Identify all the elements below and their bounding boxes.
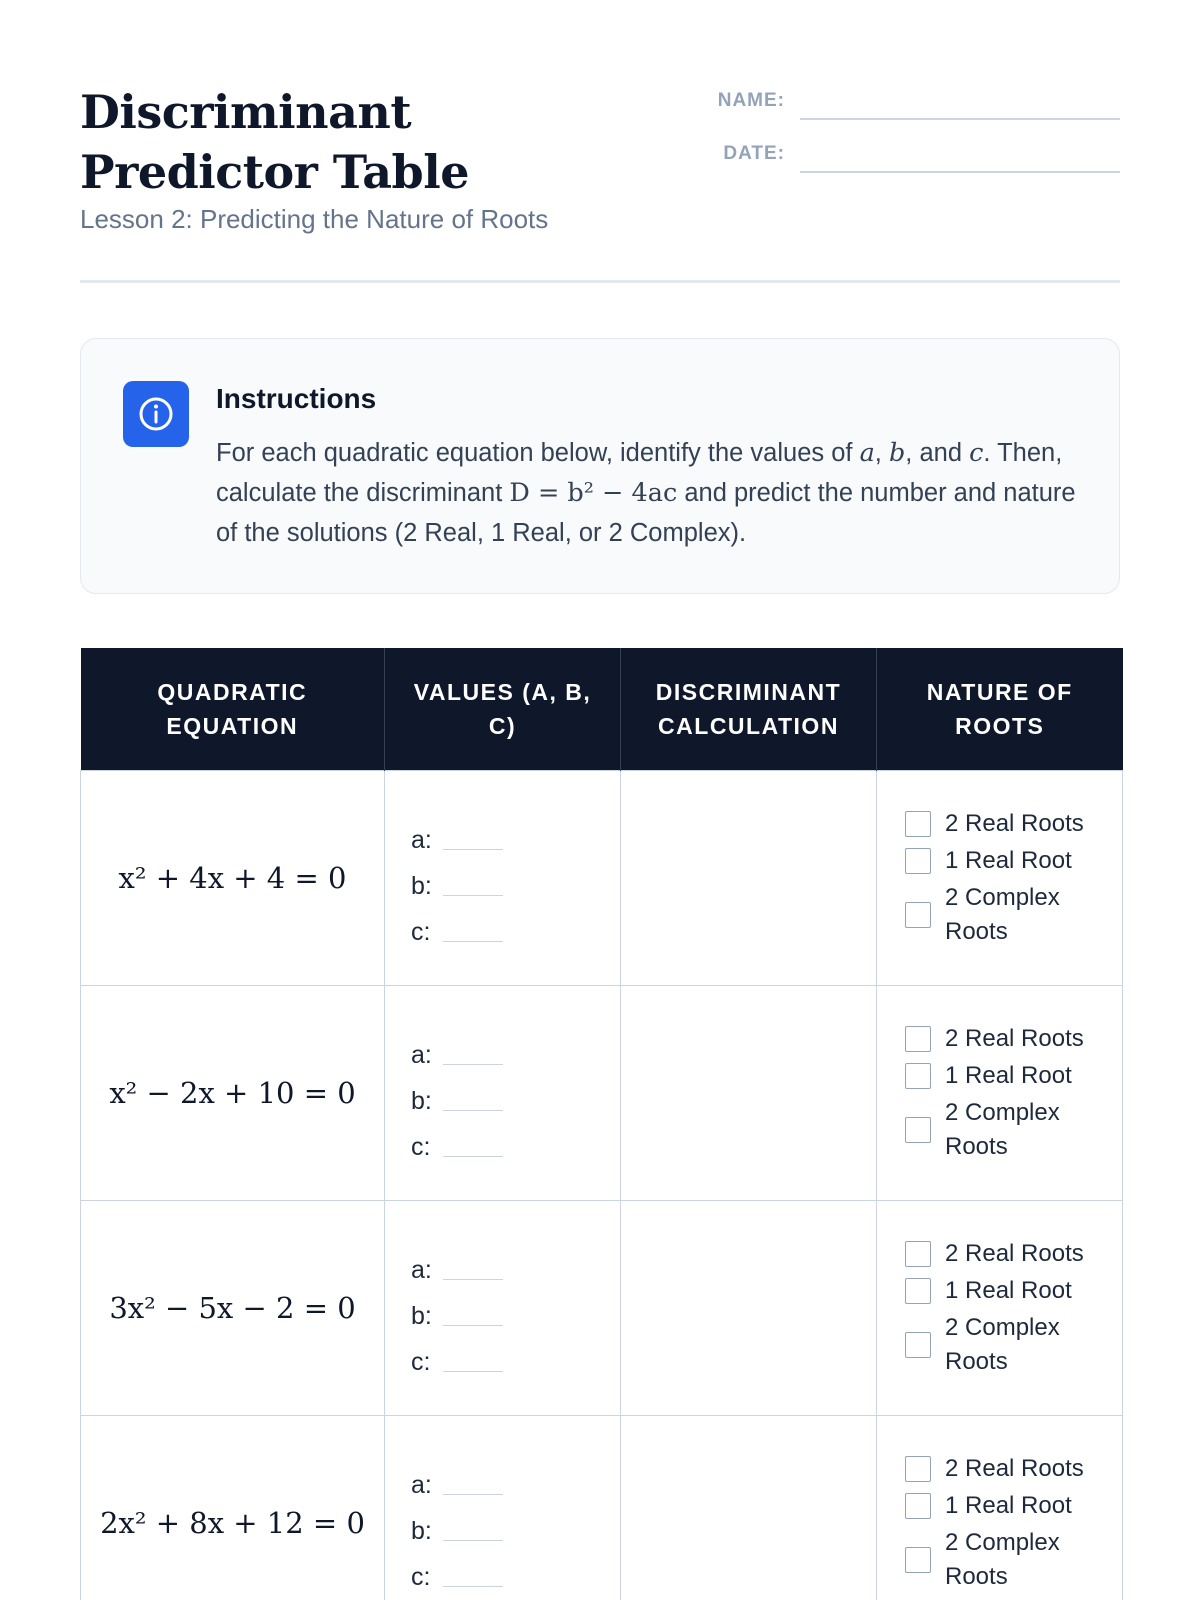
name-field[interactable] (700, 82, 1120, 122)
value-a-line[interactable] (411, 1024, 620, 1070)
value-a-line[interactable] (411, 1239, 620, 1285)
value-a-blank[interactable] (443, 1494, 503, 1495)
value-b-blank[interactable] (443, 1110, 503, 1111)
column-header-nature: NATURE OF ROOTS (877, 648, 1123, 770)
checkbox[interactable] (905, 902, 931, 928)
option-two-complex[interactable]: 2 Complex Roots (905, 1096, 1122, 1164)
date-input-line[interactable] (800, 171, 1120, 173)
calculation-cell[interactable] (621, 1415, 877, 1600)
value-b-blank[interactable] (443, 1540, 503, 1541)
value-c-line[interactable] (411, 901, 620, 947)
var-c: c (969, 438, 984, 468)
equation-cell: 3x² − 5x − 2 = 0 (81, 1200, 385, 1415)
column-header-equation: QUADRATIC EQUATION (81, 648, 385, 770)
date-field[interactable] (700, 135, 1120, 175)
option-one-real[interactable]: 1 Real Root (905, 1489, 1122, 1523)
value-b-label: b: (411, 1301, 432, 1330)
value-b-label: b: (411, 1516, 432, 1545)
name-input-line[interactable] (800, 118, 1120, 120)
checkbox[interactable] (905, 1026, 931, 1052)
calculation-cell[interactable] (621, 985, 877, 1200)
option-two-real[interactable]: 2 Real Roots (905, 1237, 1122, 1271)
instructions-title: Instructions (216, 383, 377, 414)
option-two-complex[interactable]: 2 Complex Roots (905, 881, 1122, 949)
option-one-real[interactable]: 1 Real Root (905, 1274, 1122, 1308)
value-b-line[interactable] (411, 1285, 620, 1331)
column-header-discriminant: DISCRIMINANT CALCULATION (621, 648, 877, 770)
option-two-complex[interactable]: 2 Complex Roots (905, 1526, 1122, 1594)
value-a-label: a: (411, 825, 432, 854)
table-header-row (81, 648, 1123, 770)
checkbox[interactable] (905, 1063, 931, 1089)
option-two-real[interactable]: 2 Real Roots (905, 1452, 1122, 1486)
value-c-line[interactable] (411, 1116, 620, 1162)
checkbox[interactable] (905, 1456, 931, 1482)
var-b: b (888, 438, 906, 468)
calculation-cell[interactable] (621, 770, 877, 985)
header-divider (80, 280, 1120, 283)
nature-cell (877, 1415, 1123, 1600)
value-b-blank[interactable] (443, 1325, 503, 1326)
values-cell (385, 985, 621, 1200)
option-two-complex[interactable]: 2 Complex Roots (905, 1311, 1122, 1379)
checkbox[interactable] (905, 848, 931, 874)
option-one-real[interactable]: 1 Real Root (905, 1059, 1122, 1093)
checkbox[interactable] (905, 1493, 931, 1519)
column-header-values: VALUES (A, B, C) (385, 648, 621, 770)
predictor-table (80, 648, 1123, 1600)
instructions-sep-2: , and (905, 439, 970, 467)
table-row (81, 1200, 1123, 1415)
values-cell (385, 770, 621, 985)
value-a-line[interactable] (411, 1454, 620, 1500)
checkbox[interactable] (905, 1278, 931, 1304)
value-c-blank[interactable] (443, 1371, 503, 1372)
value-c-line[interactable] (411, 1331, 620, 1377)
value-a-label: a: (411, 1040, 432, 1069)
equation-cell: x² + 4x + 4 = 0 (81, 770, 385, 985)
instructions-text-1: For each quadratic equation below, identify the values of (216, 439, 860, 467)
value-a-label: a: (411, 1470, 432, 1499)
value-a-label: a: (411, 1255, 432, 1284)
value-c-label: c: (411, 1347, 431, 1376)
name-label: NAME: (717, 90, 785, 111)
checkbox[interactable] (905, 811, 931, 837)
equation-cell: x² − 2x + 10 = 0 (81, 985, 385, 1200)
instructions-panel (80, 338, 1120, 594)
instructions-text-3: and predict the number and nature of the solutions (2 Real, 1 Real, or 2 Complex). (216, 479, 1076, 547)
option-one-real[interactable]: 1 Real Root (905, 844, 1122, 878)
table-row (81, 770, 1123, 985)
checkbox[interactable] (905, 1332, 931, 1358)
value-a-blank[interactable] (443, 1279, 503, 1280)
table-row (81, 985, 1123, 1200)
instructions-text (216, 433, 1096, 553)
var-a: a (859, 438, 875, 468)
nature-cell (877, 770, 1123, 985)
instructions-text-2: . Then, calculate the discriminant (216, 439, 1063, 507)
date-label: DATE: (723, 143, 785, 164)
option-two-real[interactable]: 2 Real Roots (905, 807, 1122, 841)
value-c-blank[interactable] (443, 1156, 503, 1157)
option-two-real[interactable]: 2 Real Roots (905, 1022, 1122, 1056)
info-icon (123, 381, 189, 447)
values-cell (385, 1200, 621, 1415)
value-a-blank[interactable] (443, 849, 503, 850)
nature-cell (877, 1200, 1123, 1415)
value-b-blank[interactable] (443, 895, 503, 896)
value-c-line[interactable] (411, 1546, 620, 1592)
value-b-line[interactable] (411, 855, 620, 901)
checkbox[interactable] (905, 1241, 931, 1267)
value-c-label: c: (411, 1132, 431, 1161)
page-subtitle: Lesson 2: Predicting the Nature of Roots (80, 204, 549, 234)
value-c-blank[interactable] (443, 1586, 503, 1587)
value-b-line[interactable] (411, 1500, 620, 1546)
calculation-cell[interactable] (621, 1200, 877, 1415)
equation-cell: 2x² + 8x + 12 = 0 (81, 1415, 385, 1600)
value-c-label: c: (411, 917, 431, 946)
value-a-blank[interactable] (443, 1064, 503, 1065)
value-a-line[interactable] (411, 809, 620, 855)
value-c-blank[interactable] (443, 941, 503, 942)
value-c-label: c: (411, 1562, 431, 1591)
table-row (81, 1415, 1123, 1600)
nature-cell (877, 985, 1123, 1200)
page-title: Discriminant Predictor Table (80, 85, 469, 199)
value-b-line[interactable] (411, 1070, 620, 1116)
values-cell (385, 1415, 621, 1600)
value-b-label: b: (411, 1086, 432, 1115)
checkbox[interactable] (905, 1547, 931, 1573)
checkbox[interactable] (905, 1117, 931, 1143)
value-b-label: b: (411, 871, 432, 900)
instructions-sep-1: , (874, 439, 889, 467)
discriminant-formula: D = b² − 4ac (509, 478, 678, 508)
